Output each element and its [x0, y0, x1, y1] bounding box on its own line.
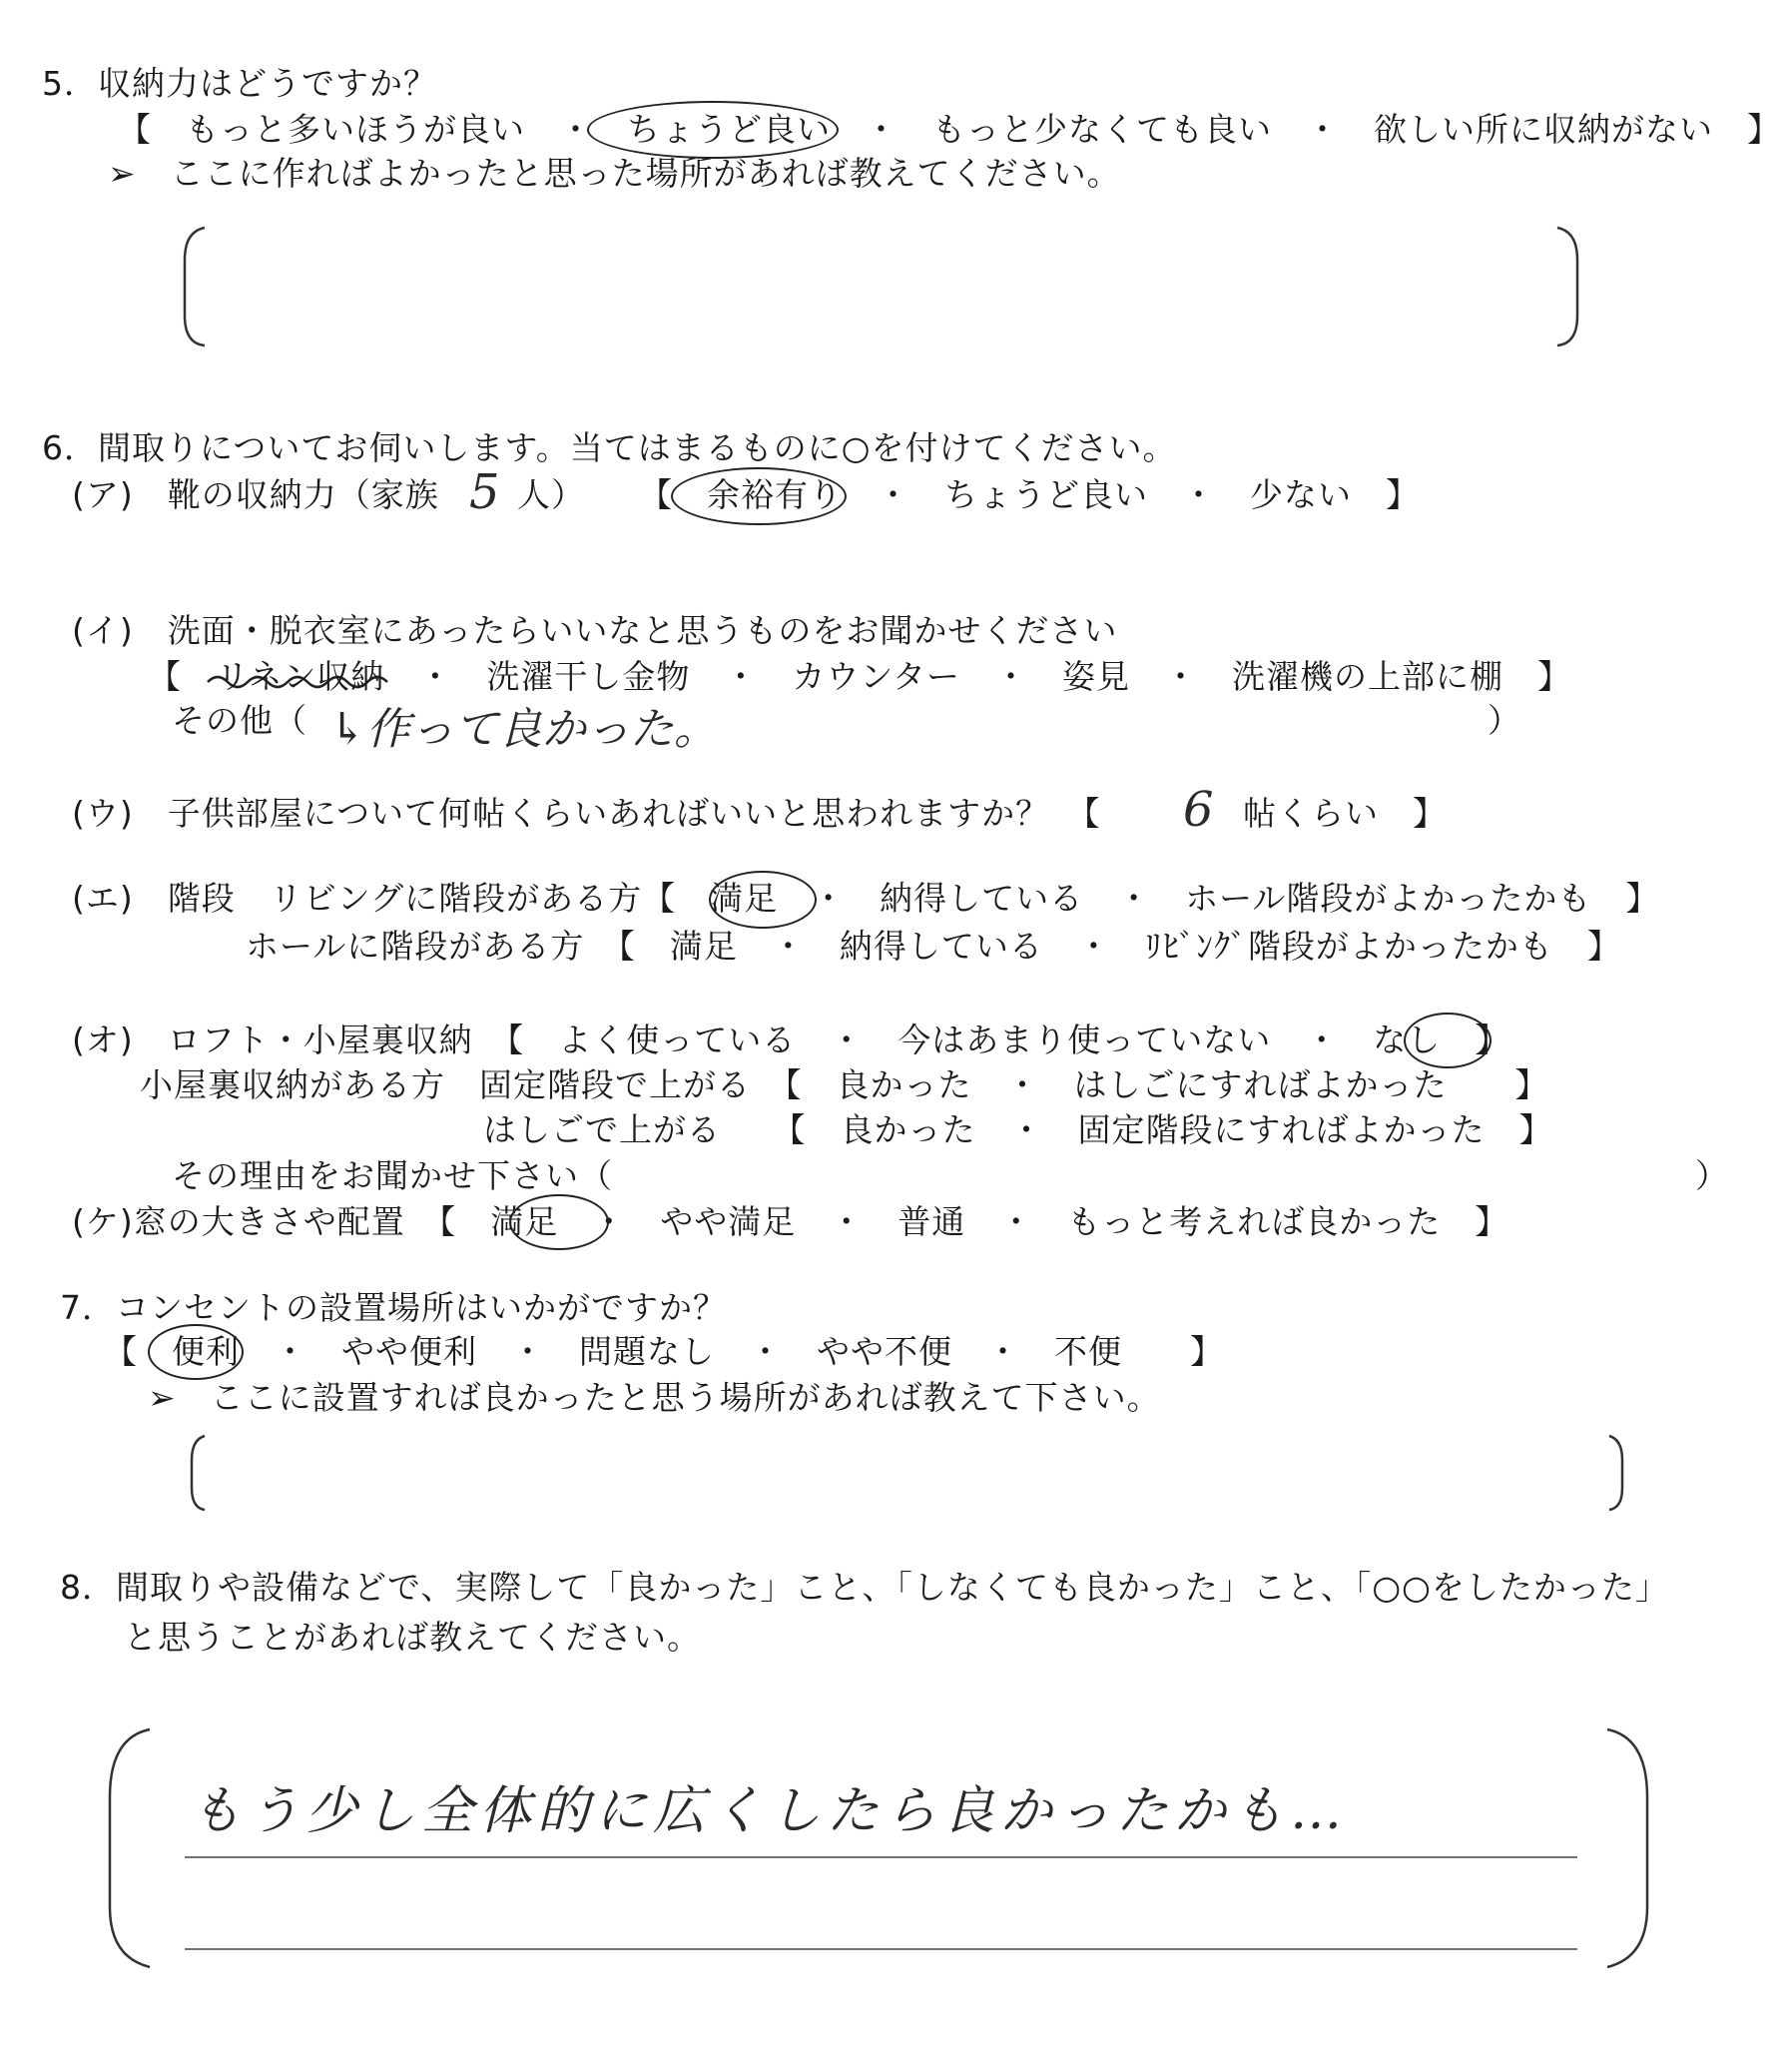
q8-answer: もう少し全体的に広くしたら良かったかも… [190, 1781, 1349, 1841]
q6u-unit: 帖くらい 】 [1243, 794, 1447, 833]
q6a-selected-circle [671, 467, 847, 525]
q6i-options: 【 リネン収納 ・ 洗濯干し金物 ・ カウンター ・ 姿見 ・ 洗濯機の上部に棚 】 [148, 657, 1572, 696]
q5-options: 【 もっと多いほうが良い ・ ちょうど良い ・ もっと少なくても良い ・ 欲しい所に収納がない 】 [118, 110, 1781, 149]
q7-selected-circle [148, 1324, 244, 1380]
q6a-family-count: 5 [469, 464, 500, 520]
q6o-reason-label: その理由をお聞かせ下さい（ [172, 1156, 613, 1195]
q6ke-selected-circle [509, 1194, 609, 1250]
q6i-other-close: ） [1488, 701, 1521, 740]
q5-prompt: ➢ ここに作ればよかったと思った場所があれば教えてください。 [108, 154, 1121, 193]
q6o-line3: はしごで上がる 【 良かった ・ 固定階段にすればよかった 】 [483, 1110, 1553, 1149]
q6o-line2: 小屋裏収納がある方 固定階段で上がる 【 良かった ・ はしごにすればよかった 】 [140, 1065, 1549, 1104]
q6o-selected-circle [1404, 1013, 1492, 1068]
q6o-reason-close: ） [1695, 1156, 1729, 1195]
q6-title: 6．間取りについてお伺いします。当てはまるものに○を付けてください。 [42, 428, 1177, 467]
q5-title: 5．収納力はどうですか？ [42, 64, 437, 103]
q7-prompt: ➢ ここに設置すれば良かったと思う場所があれば教えて下さい。 [148, 1378, 1161, 1417]
q6a-label: (ア) 靴の収納力（家族 [72, 475, 439, 514]
q7-options: 【 便利 ・ やや便利 ・ 問題なし ・ やや不便 ・ 不便 】 [104, 1332, 1224, 1371]
q6i-other-label: その他（ [172, 701, 307, 740]
q6i-other-answer: ↳作って良かった。 [329, 704, 718, 755]
q6o-label: (オ) ロフト・小屋裏収納 【 よく使っている ・ 今はあまり使っていない ・ なし 】 [72, 1021, 1509, 1059]
q6u-label: (ウ) 子供部屋について何帖くらいあればいいと思われますか？ 【 [72, 794, 1101, 833]
q6e-line2: ホールに階段がある方 【 満足 ・ 納得している ・ ﾘﾋﾞﾝｸﾞ階段がよかったかも 】 [246, 927, 1621, 966]
q6e-label: (エ) 階段 リビングに階段がある方【 満足 ・ 納得している ・ ホール階段がよかったかも 】 [72, 879, 1660, 918]
q6e-selected-circle [709, 871, 817, 929]
q8-title: 8．間取りや設備などで、実際して「良かった」こと、「しなくても良かった」こと、「○○をしたかった」 [60, 1568, 1669, 1607]
q7-title: 7．コンセントの設置場所はいかがですか？ [60, 1288, 727, 1327]
q6i-label: (イ) 洗面・脱衣室にあったらいいなと思うものをお聞かせください [72, 611, 1118, 650]
q6a-options: 【 余裕有り ・ ちょうど良い ・ 少ない 】 [639, 475, 1420, 514]
q6ke-label: (ケ)窓の大きさや配置 【 満足 ・ やや満足 ・ 普通 ・ もっと考えれば良かった 】 [72, 1202, 1509, 1241]
q8-title-line2: と思うことがあれば教えてください。 [124, 1618, 701, 1657]
q6u-answer: 6 [1183, 782, 1214, 838]
q6a-label-end: 人） [517, 475, 585, 514]
